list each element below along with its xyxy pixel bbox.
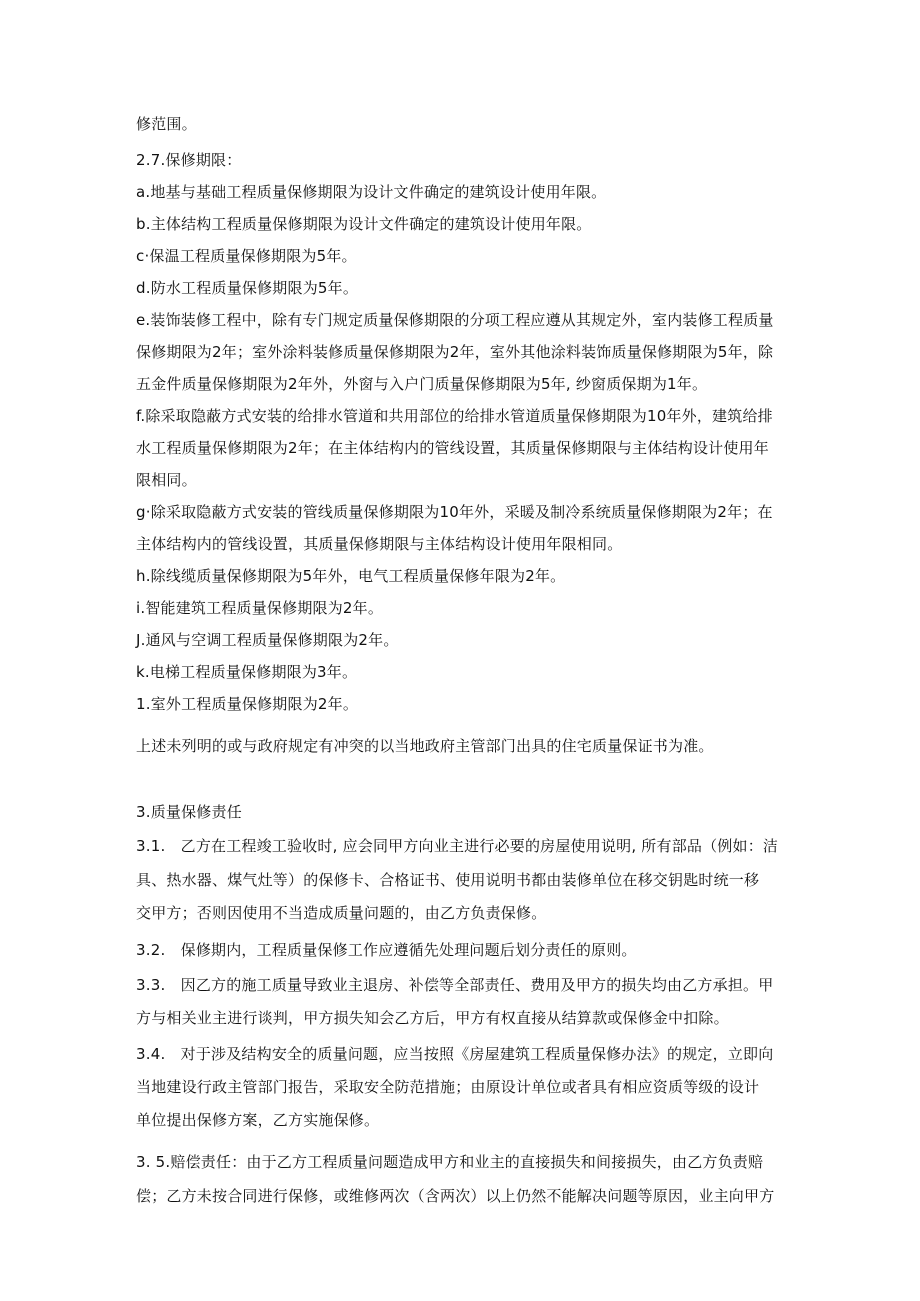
text-line: 主体结构内的管线设置，其质量保修期限与主体结构设计使用年限相同。 [136,535,623,553]
text-line: 3.1. 乙方在工程竣工验收时, 应会同甲方向业主进行必要的房屋使用说明, 所有部品（例如：洁 [136,837,779,855]
text-line: J.通风与空调工程质量保修期限为2年。 [136,631,399,649]
text-line: c·保温工程质量保修期限为5年。 [136,247,357,265]
section-heading: 2.7.保修期限： [136,151,242,169]
text-line: f.除采取隐蔽方式安装的给排水管道和共用部位的给排水管道质量保修期限为10年外，建筑给排 [136,407,773,425]
text-line: 限相同。 [136,471,197,489]
text-line: 3.2. 保修期内，工程质量保修工作应遵循先处理问题后划分责任的原则。 [136,941,637,959]
text-line: 单位提出保修方案，乙方实施保修。 [136,1111,380,1129]
text-line: g·除采取隐蔽方式安装的管线质量保修期限为10年外，采暖及制冷系统质量保修期限为2年；在 [136,503,773,521]
text-line: 上述未列明的或与政府规定有冲突的以当地政府主管部门出具的住宅质量保证书为准。 [136,737,714,755]
text-line: 交甲方；否则因使用不当造成质量问题的，由乙方负责保修。 [136,904,547,922]
text-line: i.智能建筑工程质量保修期限为2年。 [136,599,384,617]
text-line: a.地基与基础工程质量保修期限为设计文件确定的建筑设计使用年限。 [136,183,607,201]
text-line: h.除线缆质量保修期限为5年外，电气工程质量保修年限为2年。 [136,567,566,585]
text-line: 当地建设行政主管部门报告，采取安全防范措施；由原设计单位或者具有相应资质等级的设计 [136,1078,760,1096]
text-line: 水工程质量保修期限为2年；在主体结构内的管线设置，其质量保修期限与主体结构设计使用年 [136,439,769,457]
text-line: b.主体结构工程质量保修期限为设计文件确定的建筑设计使用年限。 [136,215,592,233]
text-line: 修范围。 [136,115,197,133]
text-line: 偿；乙方未按合同进行保修，或维修两次（含两次）以上仍然不能解决问题等原因，业主向甲方 [136,1187,775,1205]
text-line: d.防水工程质量保修期限为5年。 [136,279,359,297]
text-line: 1.室外工程质量保修期限为2年。 [136,695,359,713]
text-line: e.装饰装修工程中，除有专门规定质量保修期限的分项工程应遵从其规定外，室内装修工程质量 [136,311,774,329]
section-heading: 3.质量保修责任 [136,803,242,821]
text-line: k.电梯工程质量保修期限为3年。 [136,663,358,681]
text-line: 3.3. 因乙方的施工质量导致业主退房、补偿等全部责任、费用及甲方的损失均由乙方承担。甲 [136,976,774,994]
text-line: 具、热水器、煤气灶等）的保修卡、合格证书、使用说明书都由装修单位在移交钥匙时统一移 [136,871,760,889]
text-line: 3. 5.赔偿责任：由于乙方工程质量问题造成甲方和业主的直接损失和间接损失，由乙方负责赔 [136,1153,764,1171]
text-line: 五金件质量保修期限为2年外，外窗与入户门质量保修期限为5年, 纱窗质保期为1年。 [136,375,708,393]
text-line: 方与相关业主进行谈判，甲方损失知会乙方后，甲方有权直接从结算款或保修金中扣除。 [136,1009,729,1027]
text-line: 保修期限为2年；室外涂料装修质量保修期限为2年，室外其他涂料装饰质量保修期限为5年，除 [136,343,774,361]
text-line: 3.4. 对于涉及结构安全的质量问题，应当按照《房屋建筑工程质量保修办法》的规定，立即向 [136,1045,774,1063]
